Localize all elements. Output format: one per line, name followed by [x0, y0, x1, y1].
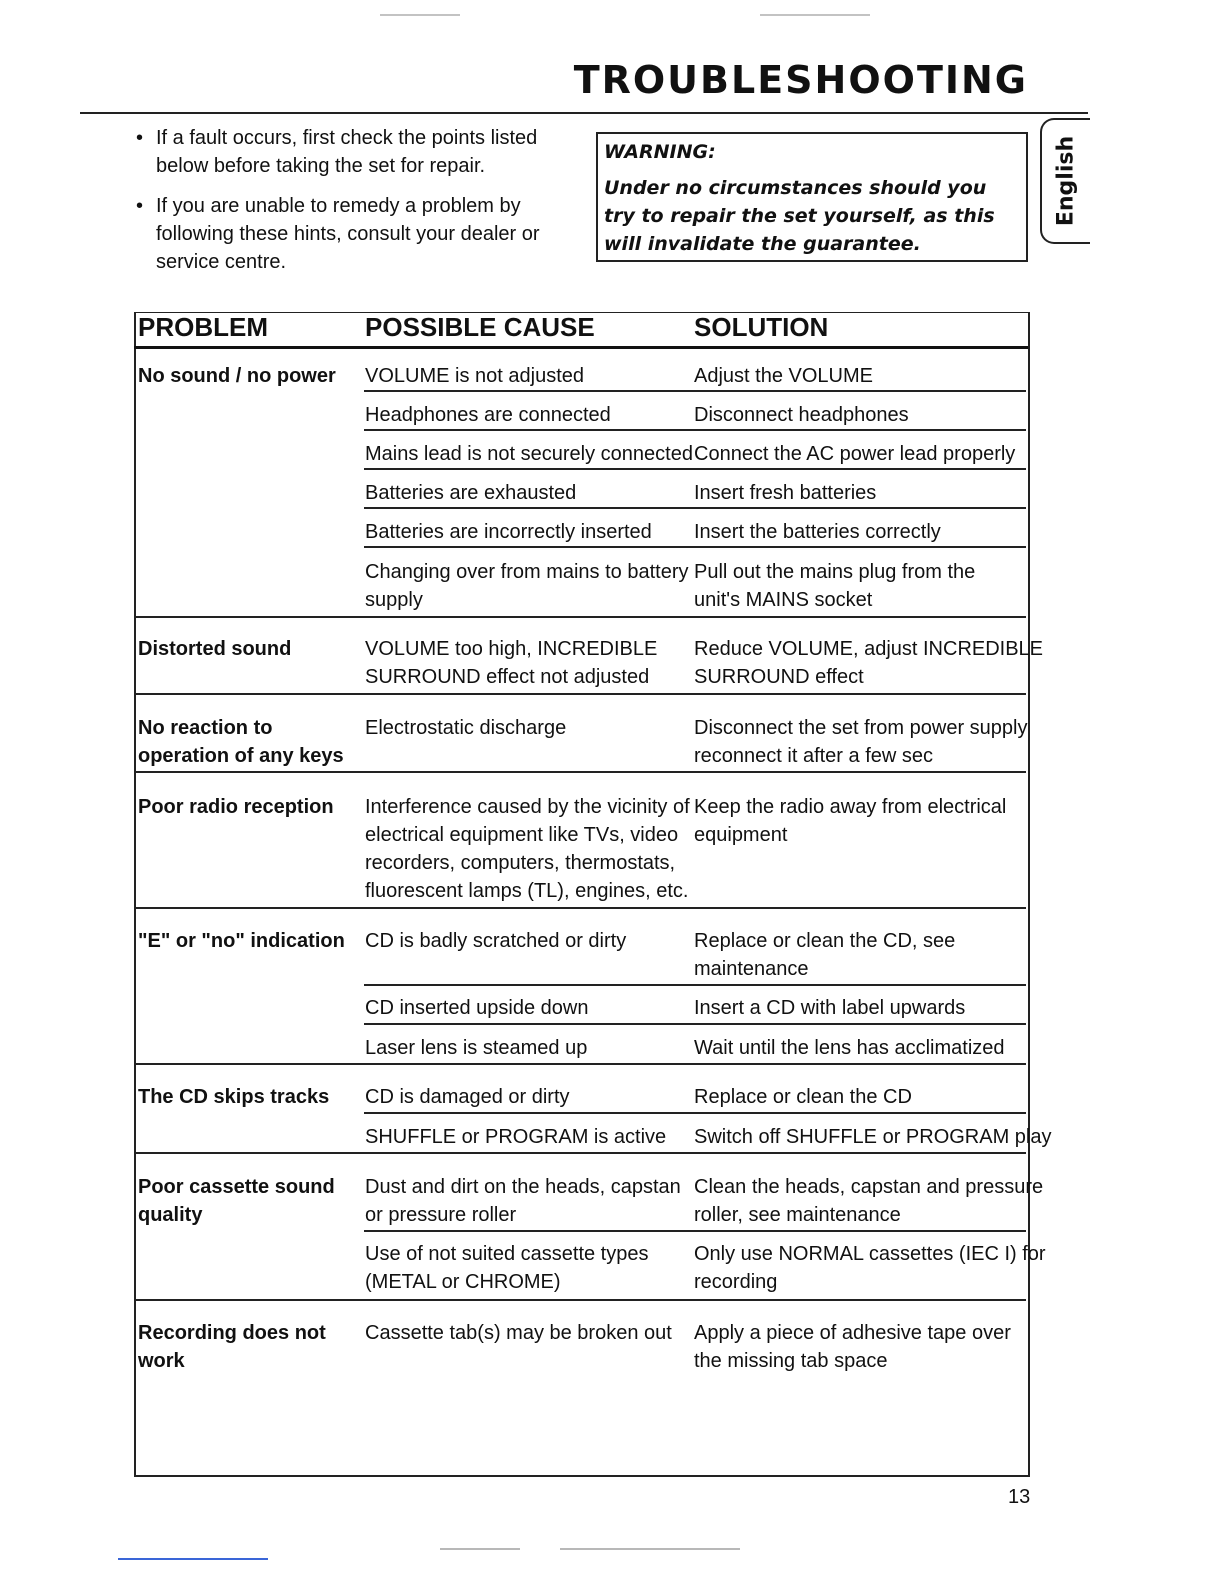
- solution-cell: Insert fresh batteries: [694, 482, 877, 504]
- scan-artifact: [560, 1548, 740, 1550]
- solution-cell: Replace or clean the CD, see maintenance: [694, 930, 956, 980]
- header-solution: SOLUTION: [694, 312, 829, 342]
- problem-label: "E" or "no" indication: [138, 930, 345, 952]
- solution-cell: Clean the heads, capstan and pressure roller, see maintenance: [694, 1176, 1044, 1226]
- solution-cell: Only use NORMAL cassettes (IEC I) for recording: [694, 1243, 1046, 1293]
- cause-cell: Headphones are connected: [365, 404, 611, 426]
- row-divider: [364, 390, 1026, 392]
- solution-cell: Adjust the VOLUME: [694, 365, 873, 387]
- header-rule: [134, 346, 1028, 349]
- language-tab: [1040, 118, 1090, 244]
- row-divider: [364, 1112, 1026, 1114]
- intro-bullet-text: If you are unable to remedy a problem by following these hints, consult your dealer or service centre.: [156, 195, 540, 273]
- group-divider: [136, 616, 1026, 618]
- header-cause: POSSIBLE CAUSE: [365, 312, 595, 342]
- problem-label: No sound / no power: [138, 365, 336, 387]
- cause-cell: SHUFFLE or PROGRAM is active: [365, 1126, 667, 1148]
- scan-artifact: [440, 1548, 520, 1550]
- group-divider: [136, 1063, 1026, 1065]
- scan-artifact: [760, 14, 870, 16]
- cause-cell: Changing over from mains to battery supply: [365, 561, 689, 611]
- solution-cell: Disconnect the set from power supply reconnect it after a few sec: [694, 717, 1028, 767]
- warning-text: Under no circumstances should you try to repair the set yourself, as this will invalidate the guarantee.: [604, 177, 995, 255]
- page-title: TROUBLESHOOTING: [573, 58, 1028, 102]
- cause-cell: Batteries are incorrectly inserted: [365, 521, 652, 543]
- header-problem: PROBLEM: [138, 312, 268, 342]
- solution-cell: Disconnect headphones: [694, 404, 909, 426]
- bullet-dot-icon: •: [136, 127, 144, 149]
- intro-bullet: [132, 124, 572, 180]
- row-divider: [364, 429, 1026, 431]
- problem-label: Recording does not work: [138, 1322, 326, 1372]
- scan-link-mark: [118, 1558, 268, 1560]
- intro-bullet: [132, 192, 572, 276]
- cause-cell: VOLUME is not adjusted: [365, 365, 584, 387]
- language-tab-label: English: [1053, 135, 1079, 227]
- intro-bullets: [132, 124, 572, 288]
- warning-box: [596, 132, 1028, 262]
- row-divider: [364, 1023, 1026, 1025]
- cause-cell: Batteries are exhausted: [365, 482, 577, 504]
- solution-cell: Apply a piece of adhesive tape over the missing tab space: [694, 1322, 1011, 1372]
- warning-heading: WARNING:: [604, 141, 716, 163]
- problem-label: Distorted sound: [138, 638, 292, 660]
- intro-bullet-text: If a fault occurs, first check the points listed below before taking the set for repair.: [156, 127, 538, 177]
- solution-cell: Pull out the mains plug from the unit's MAINS socket: [694, 561, 976, 611]
- group-divider: [136, 693, 1026, 695]
- cause-cell: Laser lens is steamed up: [365, 1037, 588, 1059]
- scan-artifact: [380, 14, 460, 16]
- row-divider: [364, 1230, 1026, 1232]
- problem-label: Poor cassette sound quality: [138, 1176, 335, 1226]
- cause-cell: Cassette tab(s) may be broken out: [365, 1322, 672, 1344]
- title-rule: [80, 112, 1088, 114]
- group-divider: [136, 771, 1026, 773]
- bullet-dot-icon: •: [136, 195, 144, 217]
- row-divider: [364, 468, 1026, 470]
- cause-cell: Use of not suited cassette types (METAL or CHROME): [365, 1243, 649, 1293]
- page-number: 13: [1008, 1486, 1031, 1508]
- problem-label: No reaction to operation of any keys: [138, 717, 344, 767]
- cause-cell: CD inserted upside down: [365, 997, 589, 1019]
- solution-cell: Keep the radio away from electrical equipment: [694, 796, 1007, 846]
- cause-cell: CD is badly scratched or dirty: [365, 930, 627, 952]
- cause-cell: Dust and dirt on the heads, capstan or pressure roller: [365, 1176, 681, 1226]
- group-divider: [136, 1299, 1026, 1301]
- row-divider: [364, 984, 1026, 986]
- cause-cell: Mains lead is not securely connected: [365, 443, 693, 465]
- cause-cell: CD is damaged or dirty: [365, 1086, 570, 1108]
- solution-cell: Insert the batteries correctly: [694, 521, 941, 543]
- solution-cell: Switch off SHUFFLE or PROGRAM play: [694, 1126, 1052, 1148]
- row-divider: [364, 546, 1026, 548]
- problem-label: The CD skips tracks: [138, 1086, 330, 1108]
- cause-cell: Interference caused by the vicinity of electrical equipment like TVs, video recorders, computers, thermostats, fluorescent lamps (TL), engines, etc.: [365, 796, 690, 902]
- solution-cell: Replace or clean the CD: [694, 1086, 912, 1108]
- row-divider: [364, 507, 1026, 509]
- solution-cell: Insert a CD with label upwards: [694, 997, 966, 1019]
- group-divider: [136, 907, 1026, 909]
- group-divider: [136, 1152, 1026, 1154]
- solution-cell: Connect the AC power lead properly: [694, 443, 1016, 465]
- solution-cell: Reduce VOLUME, adjust INCREDIBLE SURROUND effect: [694, 638, 1044, 688]
- cause-cell: VOLUME too high, INCREDIBLE SURROUND effect not adjusted: [365, 638, 658, 688]
- solution-cell: Wait until the lens has acclimatized: [694, 1037, 1005, 1059]
- problem-label: Poor radio reception: [138, 796, 334, 818]
- cause-cell: Electrostatic discharge: [365, 717, 567, 739]
